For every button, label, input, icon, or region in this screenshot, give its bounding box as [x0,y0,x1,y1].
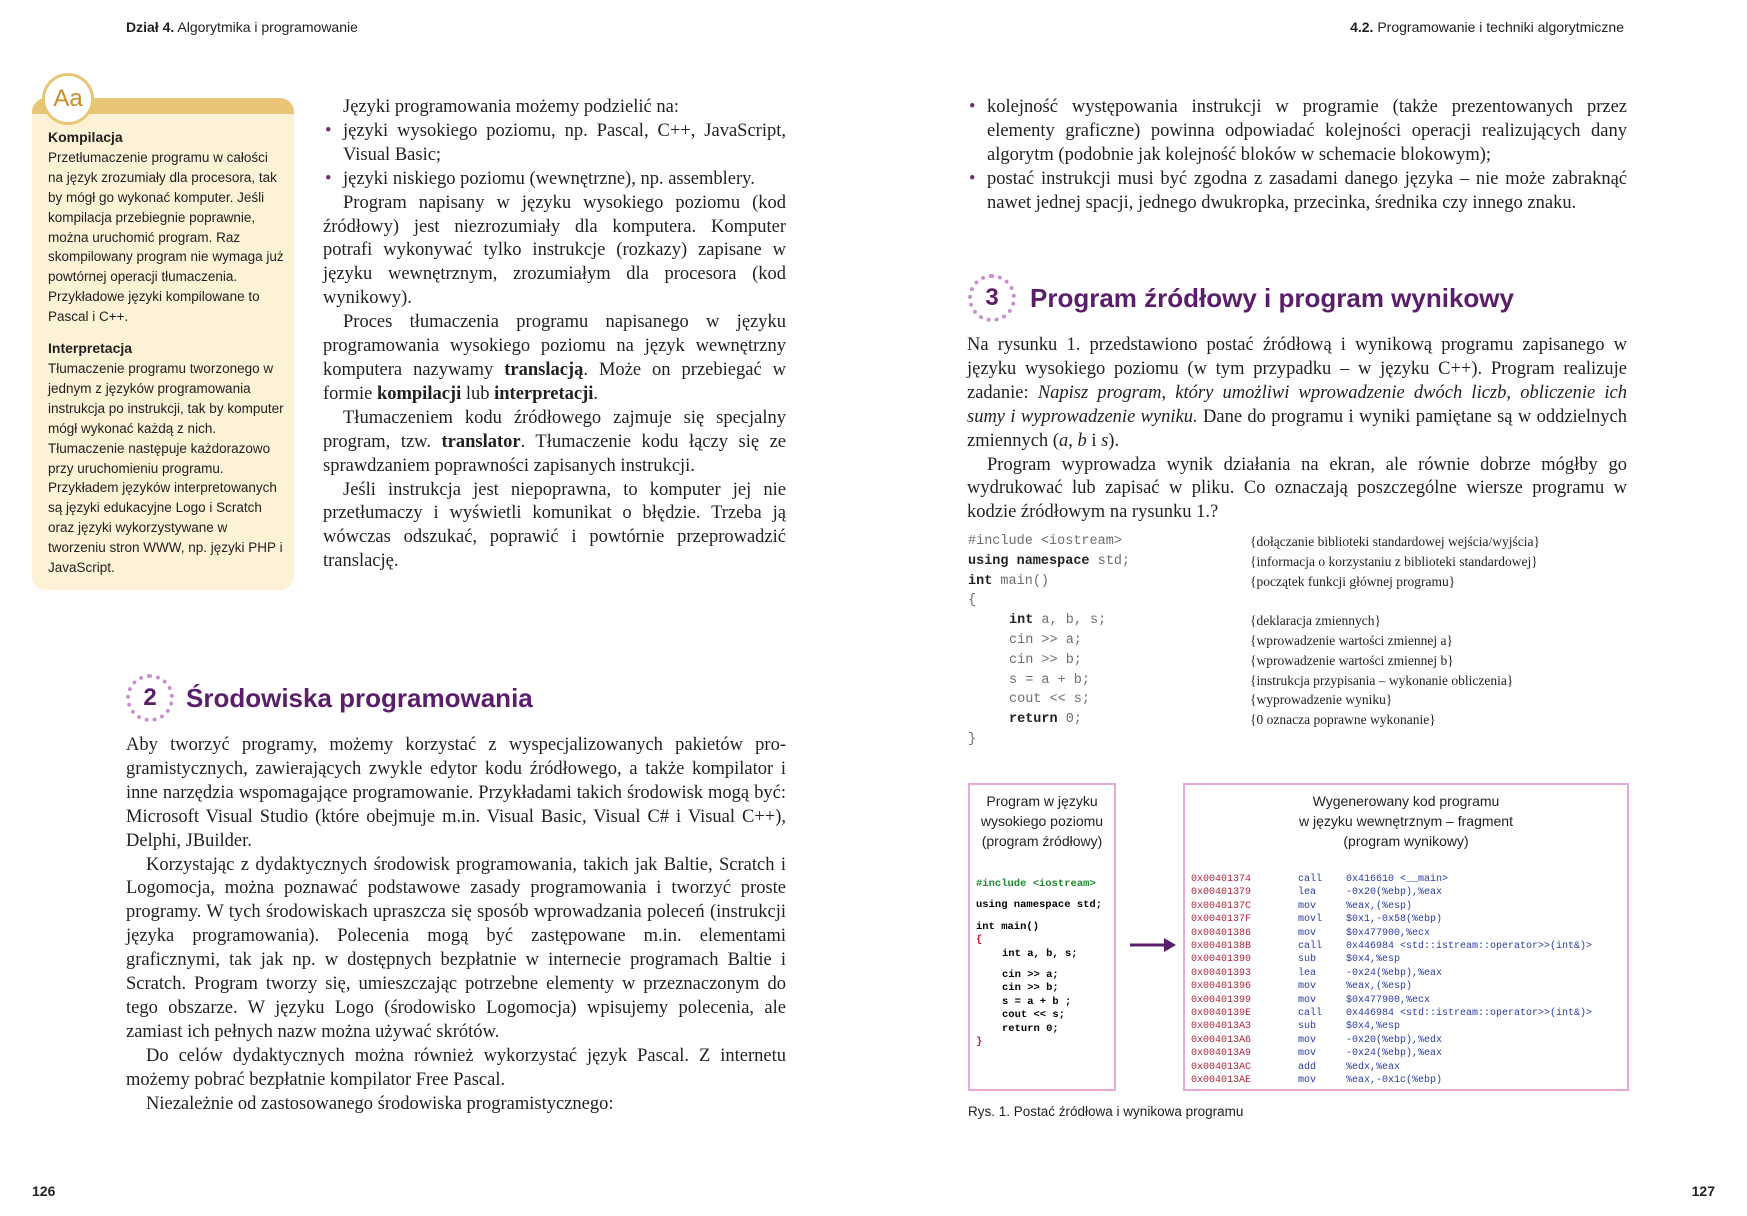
arrow-icon [1128,935,1178,955]
page-number-right: 127 [1691,1183,1715,1199]
section2-body [126,734,786,1117]
code-text: s = a + b; [1009,672,1091,688]
glossary-definition: Tłumaczenie programu tworzonego w jednym z języków programowania instrukcja po instrukcji, tak by komputer mógł wykonać każdą z nich. Tłumaczenie następuje każdorazowo przy uruchomieniu programu. Przykładem języków interpretowanych są języki edukacyjne Logo i Scratch oraz języki wykorzystywane w tworzeniu stron WWW, np. języki PHP i JavaScript. [48,360,284,576]
header-section-title: Algorytmika i programowanie [177,19,358,35]
header-section-number: Dział 4. [126,19,175,35]
code-comment: {wprowadzenie wartości zmiennej b} [1250,652,1454,668]
code-line [968,611,1628,631]
section-number-badge: 2 [126,674,174,722]
asm-line: 0x00401386 mov $0x477900,%ecx [1191,927,1431,939]
source-line: { [976,934,983,947]
code-line [968,690,1628,710]
paragraph: Na rysunku 1. przedstawiono postać źródłową i wynikową programu zapisanego w języku wysokiego poziomu (w tym przypadku – w języku C++). Program realizuje zadanie: Napisz program, który umożliwi wprowadzenie dwóch liczb, obliczenie ich sumy i wyprowadzenie wyniku. Dane do programu i wyniki pamiętane są w oddzielnych zmiennych (a, b i s). [967,335,1627,451]
paragraph: Do celów dydaktycznych można również wykorzystać język Pascal. Z internetu możemy pobrać bezpłatnie kompilator Free Pascal. [126,1045,786,1090]
asm-line: 0x00401396 mov %eax,(%esp) [1191,981,1413,993]
list-item: • języki wysokiego poziomu, np. Pascal, C++, JavaScript, Visual Basic; [323,120,786,168]
code-line [968,552,1628,572]
code-line [968,651,1628,671]
paragraph: Niezależnie od zastosowanego środowiska programistycznego: [146,1093,614,1114]
section3-body [967,334,1627,525]
page-number-left: 126 [32,1183,56,1199]
source-line: s = a + b ; [1002,995,1072,1008]
paragraph: Program napisany w języku wysokiego poziomu (kod źródłowy) jest niezrozumiały dla komputera. Komputer potrafi wykonywać tylko instrukcje (rozkazy) zapisane w języku wewnętrznym, zrozumiałym dla procesora (kod wynikowy). [323,192,786,309]
code-text: return 0; [1009,712,1082,728]
left-column-text [323,96,786,574]
source-line: cin >> b; [1002,982,1059,995]
asm-line: 0x00401379 lea -0x20(%ebp),%eax [1191,887,1443,899]
assembly-code [1191,873,1627,1088]
code-text: cin >> a; [1009,632,1082,648]
code-line [968,631,1628,651]
source-line: #include <iostream> [976,878,1096,890]
header-subsection-title: Programowanie i techniki algorytmiczne [1377,19,1624,35]
list-item: • postać instrukcji musi być zgodna z zasadami danego języka – nie może zabraknąć nawet jednej spacji, jednego dwukropka, przecinka, średnika czy innego znaku. [967,168,1627,216]
code-text: cout << s; [1009,692,1091,708]
section-heading: Środowiska programowania [186,683,533,713]
code-line [968,591,1628,611]
asm-line: 0x0040137F movl $0x1,-0x58(%ebp) [1191,914,1443,926]
source-code [976,878,1114,1049]
paragraph: Program wyprowadza wynik działania na ekran, ale równie dobrze mógłby go wydrukować lub zapisać w pliku. Co oznaczają poszczególne wiersze programu w kodzie źródłowym na rysunku 1.? [967,454,1627,523]
list-item: • kolejność występowania instrukcji w programie (także prezentowanych przez elementy graficzne) powinna odpowiadać kolejności operacji realizujących dany algorytm (podobnie jak kolejność bloków w schemacie blokowym); [967,96,1627,168]
code-line [968,710,1628,730]
right-running-header [1350,19,1624,35]
asm-line: 0x004013AE mov %eax,-0x1c(%ebp) [1191,1075,1443,1087]
left-running-header [126,19,358,35]
code-line [968,572,1628,592]
code-text: #include <iostream> [968,534,1122,549]
source-line: } [976,1036,983,1049]
source-line: cin >> a; [1002,969,1059,982]
code-line [968,730,1628,750]
source-line: int a, b, s; [1002,947,1078,960]
code-text: } [968,731,977,747]
glossary-term: Interpretacja [48,340,133,357]
glossary-text [48,128,284,590]
section-heading: Program źródłowy i program wynikowy [1030,283,1514,313]
paragraph: Tłumaczeniem kodu źródłowego zajmuje się specjalny program, tzw. translator. Tłumaczenie kodu łączy się ze sprawdzaniem poprawności zapisanych instrukcji. [323,407,786,476]
languages-intro: Języki programowania możemy podzielić na: [343,97,679,117]
asm-line: 0x004013A9 mov -0x24(%ebp),%eax [1191,1048,1443,1060]
header-subsection-number: 4.2. [1350,19,1374,35]
asm-line: 0x00401390 sub $0x4,%esp [1191,954,1401,966]
paragraph: Jeśli instrukcja jest niepoprawna, to komputer jej nie przetłumaczy i wyświetli komunikat o błędzie. Trzeba ją wówczas odszukać, poprawić i powtórnie przeprowadzić translację. [323,479,786,572]
output-box-title: Wygenerowany kod programu w języku wewnętrznym – fragment (program wynikowy) [1299,793,1513,849]
figure-caption: Rys. 1. Postać źródłowa i wynikowa programu [968,1104,1244,1119]
code-comment: {wyprowadzenie wyniku} [1250,692,1393,708]
code-comment: {początek funkcji głównej programu} [1250,573,1456,589]
source-line: cout << s; [1002,1009,1066,1022]
list-item: • języki niskiego poziomu (wewnętrzne), np. assemblery. [323,168,786,192]
asm-line: 0x0040138B call 0x446984 <std::istream::operator>>(int&)> [1191,941,1593,953]
output-program-box [1183,783,1629,1091]
source-box-title: Program w języku wysokiego poziomu (program źródłowy) [980,793,1104,849]
paragraph: Aby tworzyć programy, możemy korzystać z wyspecjalizowanych pakietów programistycznych, zawierających zwykle edytor kodu źródłowego, a także kompilator i inne narzędzia wspomagające programowanie. Przykładami takich środowisk mogą być: Microsoft Visual Studio (które obejmuje m.in. Visual Basic, Visual C# i Visual C++), Delphi, JBuilder. [126,735,786,851]
code-listing [968,532,1628,750]
code-line [968,671,1628,691]
paragraph: Proces tłumaczenia programu napisanego w języku programowania wysokiego poziomu na język wewnętrzny komputera nazywamy translacją. Może on przebiegać w formie kompilacji lub interpretacji. [323,312,786,404]
asm-line: 0x00401399 mov $0x477900,%ecx [1191,994,1431,1006]
source-line: using namespace std; [976,899,1103,912]
asm-line: 0x00401393 lea -0x24(%ebp),%eax [1191,967,1443,979]
code-text: using namespace std; [968,553,1131,569]
paragraph: Korzystając z dydaktycznych środowisk programowania, takich jak Baltie, Scratch i Logomocja, można poznawać podstawowe zasady programowania i tworzyć proste programy. W tych środowiskach upraszcza się sposób wprowadzania poleceń (instrukcji języka programowania). Polecenia mogą być zastępowane m.in. elementami graficznymi, tak jak np. w dostępnych bezpłatnie w internecie programach Baltie i Scratch. Program tworzy się, umieszczając potrzebne elementy w przeznaczonym do tego obszarze. W języku Logo (środowisko Logomocja) wpisujemy polecenia, ale zamiast ich pełnych nazw można używać skrótów. [126,854,786,1042]
asm-line: 0x004013AC add %edx,%eax [1191,1061,1401,1073]
code-comment: {0 oznacza poprawne wykonanie} [1250,712,1436,728]
code-text: int main() [968,573,1050,589]
source-program-box [968,783,1116,1091]
asm-line: 0x0040137C mov %eax,(%esp) [1191,900,1413,912]
glossary-definition: Przetłumaczenie programu w całości na język zrozumiały dla procesora, tak by mógł go wykonać komputer. Jeśli kompilacja przebiegnie poprawnie, można uruchomić program. Raz skompilowany program nie wymaga już powtórnej operacji tłumaczenia. Przykładowe języki kompilowane to Pascal i C++. [48,149,284,325]
asm-line: 0x004013A6 mov -0x20(%ebp),%edx [1191,1034,1443,1046]
source-line: return 0; [1002,1022,1059,1035]
code-comment: {informacja o korzystaniu z biblioteki standardowej} [1250,553,1538,569]
glossary-term: Kompilacja [48,129,123,145]
glossary-aa-icon: Aa [42,73,94,125]
right-column-bullets [967,96,1627,216]
code-line [968,532,1628,552]
source-line: int main() [976,920,1040,933]
code-text: int a, b, s; [1009,613,1107,629]
code-comment: {dołączanie biblioteki standardowej wejścia/wyjścia} [1250,534,1540,549]
asm-line: 0x0040139E call 0x446984 <std::istream::operator>>(int&)> [1191,1008,1593,1020]
code-comment: {wprowadzenie wartości zmiennej a} [1250,632,1454,648]
code-text: { [968,593,977,609]
asm-line: 0x00401374 call 0x416610 <__main> [1191,874,1449,885]
asm-line: 0x004013A3 sub $0x4,%esp [1191,1021,1401,1033]
languages-list [323,120,786,192]
code-comment: {instrukcja przypisania – wykonanie obliczenia} [1250,672,1514,688]
section-number-badge: 3 [968,274,1016,322]
code-comment: {deklaracja zmiennych} [1250,613,1382,629]
code-text: cin >> b; [1009,652,1082,668]
